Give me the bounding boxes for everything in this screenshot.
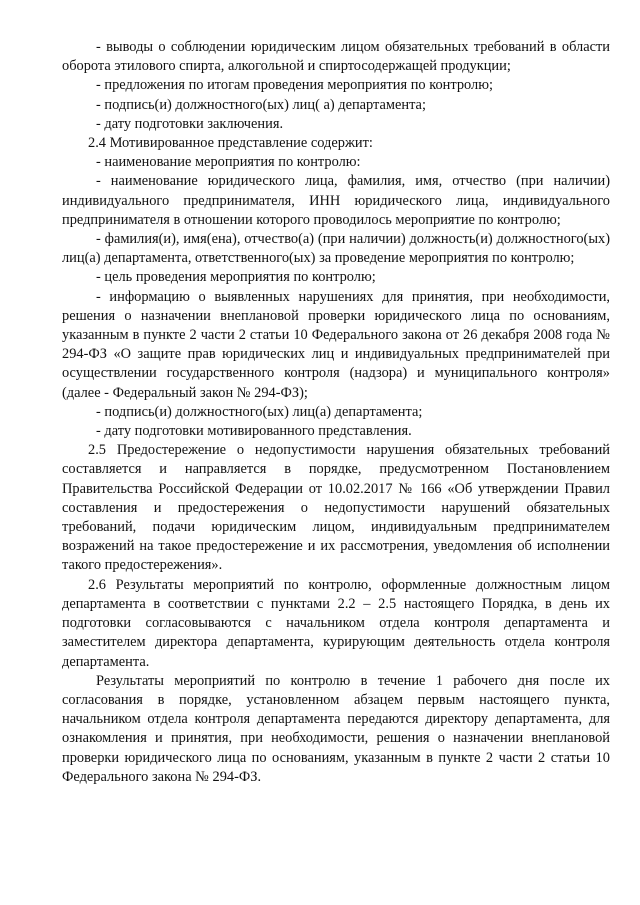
paragraph-entity-name: - наименование юридического лица, фамилия, имя, отчество (при наличии) индивидуального предпринимателя, ИНН юридического лица, индивидуального предпринимателя в отношении которого проводилось мероприятие по контролю; [62,173,610,228]
section-2-4-heading: 2.4 Мотивированное представление содержит: [88,135,373,152]
paragraph-conclusions-compliance: - выводы о соблюдении юридическим лицом обязательных требований в области оборота этилового спирта, алкогольной и спиртосодержащей продукции; [62,39,610,75]
paragraph-representation-date: - дату подготовки мотивированного представления. [96,423,412,440]
paragraph-officials-signature: - подпись(и) должностного(ых) лиц(а) департамента; [96,403,423,420]
section-2-5-warning: 2.5 Предостережение о недопустимости нарушения обязательных требований составляется и направляется в порядке, предусмотренном Постановлением Правительства Российской Федерации от 10.02.2017 № 166 «Об утверждении Правил составления и предостережения о недопустимости нарушений обязательных требований, подачи юридическим лицом, индивидуальным предпринимателем возражений на такое предостережение и их рассмотрения, уведомления об исполнении такого предостережения». [62,442,610,574]
paragraph-event-goal: - цель проведения мероприятия по контролю; [96,269,376,286]
paragraph-proposals: - предложения по итогам проведения мероприятия по контролю; [96,77,493,94]
paragraph-results-transfer: Результаты мероприятий по контролю в течение 1 рабочего дня после их согласования в порядке, установленном абзацем первым настоящего пункта, начальником отдела контроля департамента передаются директору департамента, для ознакомления и принятия, при необходимости, решения о назначении внеплановой проверки юридического лица по основаниям, указанным в пункте 2 части 2 статьи 10 Федерального закона № 294-ФЗ. [62,672,610,785]
paragraph-event-name: - наименование мероприятия по контролю: [96,154,361,171]
paragraph-officials-names: - фамилия(и), имя(ена), отчество(а) (при наличии) должность(и) должностного(ых) лиц(а) департамента, ответственного(ых) за проведение мероприятия по контролю; [62,231,610,267]
paragraph-signature: - подпись(и) должностного(ых) лиц( а) департамента; [96,96,426,113]
document-page [62,38,610,787]
section-2-6-results: 2.6 Результаты мероприятий по контролю, оформленные должностным лицом департамента в соответствии с пунктами 2.2 – 2.5 настоящего Порядка, в день их подготовки согласовываются с начальником отдела контроля департамента и заместителем директора департамента, курирующим деятельность отдела контроля департамента. [62,576,610,670]
paragraph-conclusion-date: - дату подготовки заключения. [96,115,284,132]
paragraph-violations-info: - информацию о выявленных нарушениях для принятия, при необходимости, решения о назначении внеплановой проверки юридического лица по основаниям, указанным в пункте 2 части 2 статьи 10 Федерального закона от 26 декабря 2008 года № 294-ФЗ «О защите прав юридических лиц и индивидуальных предпринимателей при осуществлении государственного контроля (надзора) и муниципального контроля» (далее - Федеральный закон № 294-ФЗ); [62,288,610,401]
